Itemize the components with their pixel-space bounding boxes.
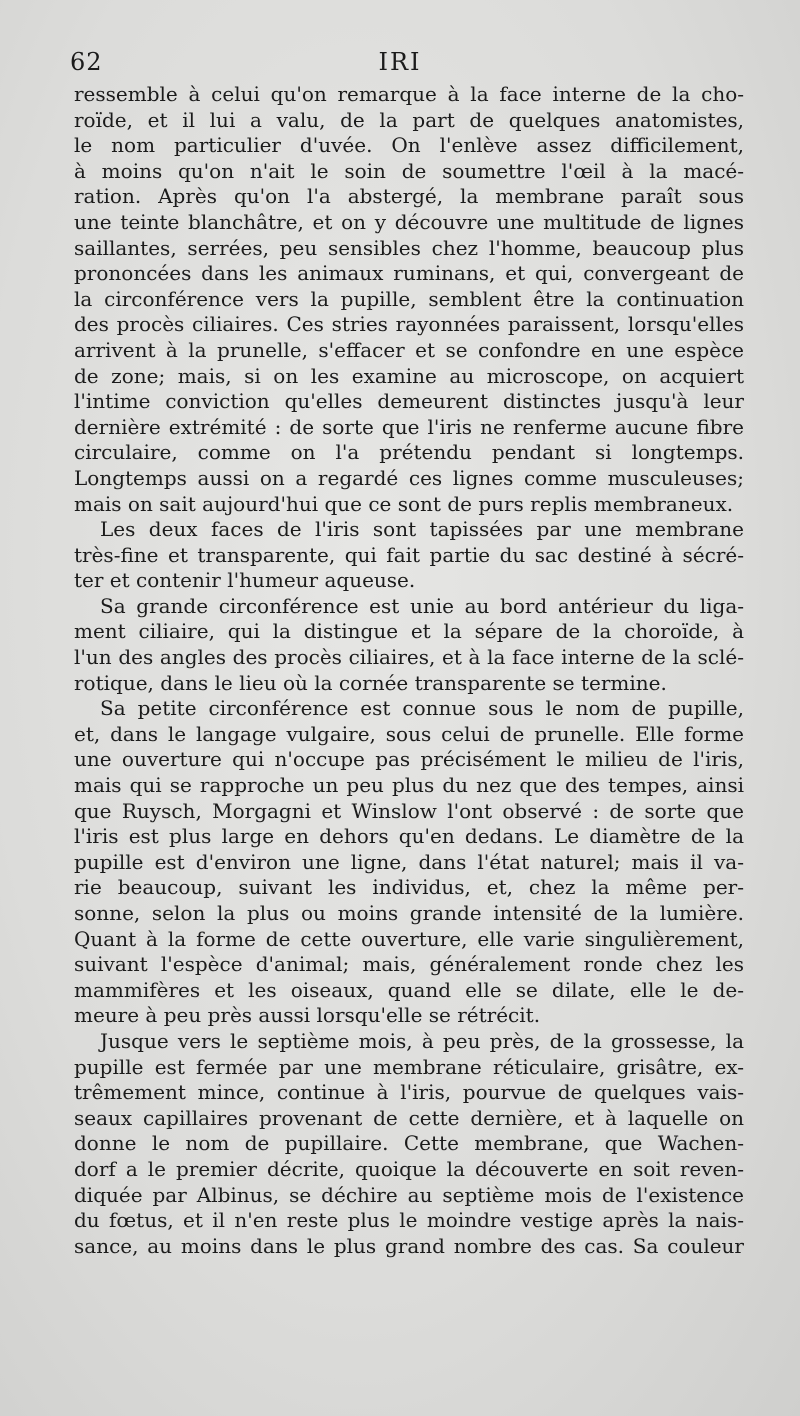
text-line: Jusque vers le septième mois, à peu près, de la grossesse, la bbox=[100, 1028, 744, 1053]
text-line: ter et contenir l'humeur aqueuse. bbox=[74, 568, 416, 593]
text-line: donne le nom de pupillaire. Cette membrane, que Wachen- bbox=[74, 1131, 744, 1156]
text-line: sonne, selon la plus ou moins grande intensité de la lumière. bbox=[74, 901, 744, 925]
body-text bbox=[74, 82, 744, 1259]
text-line: Sa petite circonférence est connue sous le nom de pupille, bbox=[100, 696, 744, 721]
text-line: dernière extrémité : de sorte que l'iris ne renferme aucune fibre bbox=[74, 414, 744, 439]
text-line: que Ruysch, Morgagni et Winslow l'ont observé : de sorte que bbox=[74, 798, 744, 823]
text-line: mais qui se rapproche un peu plus du nez que des tempes, ainsi bbox=[74, 773, 744, 798]
text-line: pupille est fermée par une membrane réticulaire, grisâtre, ex- bbox=[74, 1054, 744, 1079]
text-line: mais on sait aujourd'hui que ce sont de purs replis membraneux. bbox=[74, 491, 734, 516]
text-line: seaux capillaires provenant de cette dernière, et à laquelle on bbox=[74, 1105, 744, 1130]
text-line: de zone; mais, si on les examine au microscope, on acquiert bbox=[74, 363, 744, 388]
text-line: mammifères et les oiseaux, quand elle se dilate, elle le de- bbox=[74, 977, 744, 1002]
text-line: le nom particulier d'uvée. On l'enlève assez difficilement, bbox=[74, 133, 744, 158]
text-line: sance, au moins dans le plus grand nombre des cas. Sa couleur bbox=[74, 1233, 744, 1258]
text-line: l'intime conviction qu'elles demeurent distinctes jusqu'à leur bbox=[74, 389, 744, 414]
text-line: très-fine et transparente, qui fait partie du sac destiné à sécré- bbox=[74, 542, 744, 567]
text-line: suivant l'espèce d'animal; mais, généralement ronde chez les bbox=[74, 952, 744, 977]
text-line: meure à peu près aussi lorsqu'elle se rétrécit. bbox=[74, 1003, 541, 1028]
text-line: roïde, et il lui a valu, de la part de quelques anatomistes, bbox=[74, 107, 744, 132]
text-line: arrivent à la prunelle, s'effacer et se confondre en une espèce bbox=[74, 337, 744, 362]
text-line: une ouverture qui n'occupe pas précisément le milieu de l'iris, bbox=[74, 747, 744, 772]
text-line: du fœtus, et il n'en reste plus le moindre vestige après la nais- bbox=[74, 1208, 744, 1233]
text-line: diquée par Albinus, se déchire au septième mois de l'existence bbox=[74, 1182, 744, 1207]
text-line: Les deux faces de l'iris sont tapissées par une membrane bbox=[100, 517, 744, 542]
text-line: et, dans le langage vulgaire, sous celui de prunelle. Elle forme bbox=[74, 721, 744, 746]
text-line: ment ciliaire, qui la distingue et la sépare de la choroïde, à bbox=[74, 619, 744, 644]
text-line: rie beaucoup, suivant les individus, et, chez la même per- bbox=[74, 875, 744, 900]
text-line: saillantes, serrées, peu sensibles chez l'homme, beaucoup plus bbox=[74, 235, 744, 260]
text-line: circulaire, comme on l'a prétendu pendant si longtemps. bbox=[74, 440, 744, 465]
text-line: une teinte blanchâtre, et on y découvre une multitude de lignes bbox=[74, 209, 744, 234]
text-line: prononcées dans les animaux ruminans, et qui, convergeant de bbox=[74, 261, 744, 286]
text-line: ressemble à celui qu'on remarque à la face interne de la cho- bbox=[74, 82, 744, 106]
running-head: IRI bbox=[378, 48, 422, 76]
text-line: l'iris est plus large en dehors qu'en dedans. Le diamètre de la bbox=[74, 824, 744, 849]
text-line: l'un des angles des procès ciliaires, et à la face interne de la sclé- bbox=[74, 645, 744, 670]
text-line: des procès ciliaires. Ces stries rayonnées paraissent, lorsqu'elles bbox=[74, 312, 744, 337]
text-line: à moins qu'on n'ait le soin de soumettre l'œil à la macé- bbox=[74, 158, 744, 183]
text-line: rotique, dans le lieu où la cornée transparente se termine. bbox=[74, 670, 667, 695]
text-line: la circonférence vers la pupille, semblent être la continuation bbox=[74, 286, 744, 311]
text-line: Longtemps aussi on a regardé ces lignes comme musculeuses; bbox=[74, 465, 744, 490]
text-line: dorf a le premier décrite, quoique la découverte en soit reven- bbox=[74, 1156, 744, 1181]
page-number: 62 bbox=[70, 48, 103, 76]
text-line: pupille est d'environ une ligne, dans l'état naturel; mais il va- bbox=[74, 849, 744, 874]
text-line: Quant à la forme de cette ouverture, elle varie singulièrement, bbox=[74, 926, 744, 951]
text-line: ration. Après qu'on l'a abstergé, la membrane paraît sous bbox=[74, 184, 744, 209]
text-line: trêmement mince, continue à l'iris, pourvue de quelques vais- bbox=[74, 1080, 744, 1105]
text-line: Sa grande circonférence est unie au bord antérieur du liga- bbox=[100, 593, 744, 618]
